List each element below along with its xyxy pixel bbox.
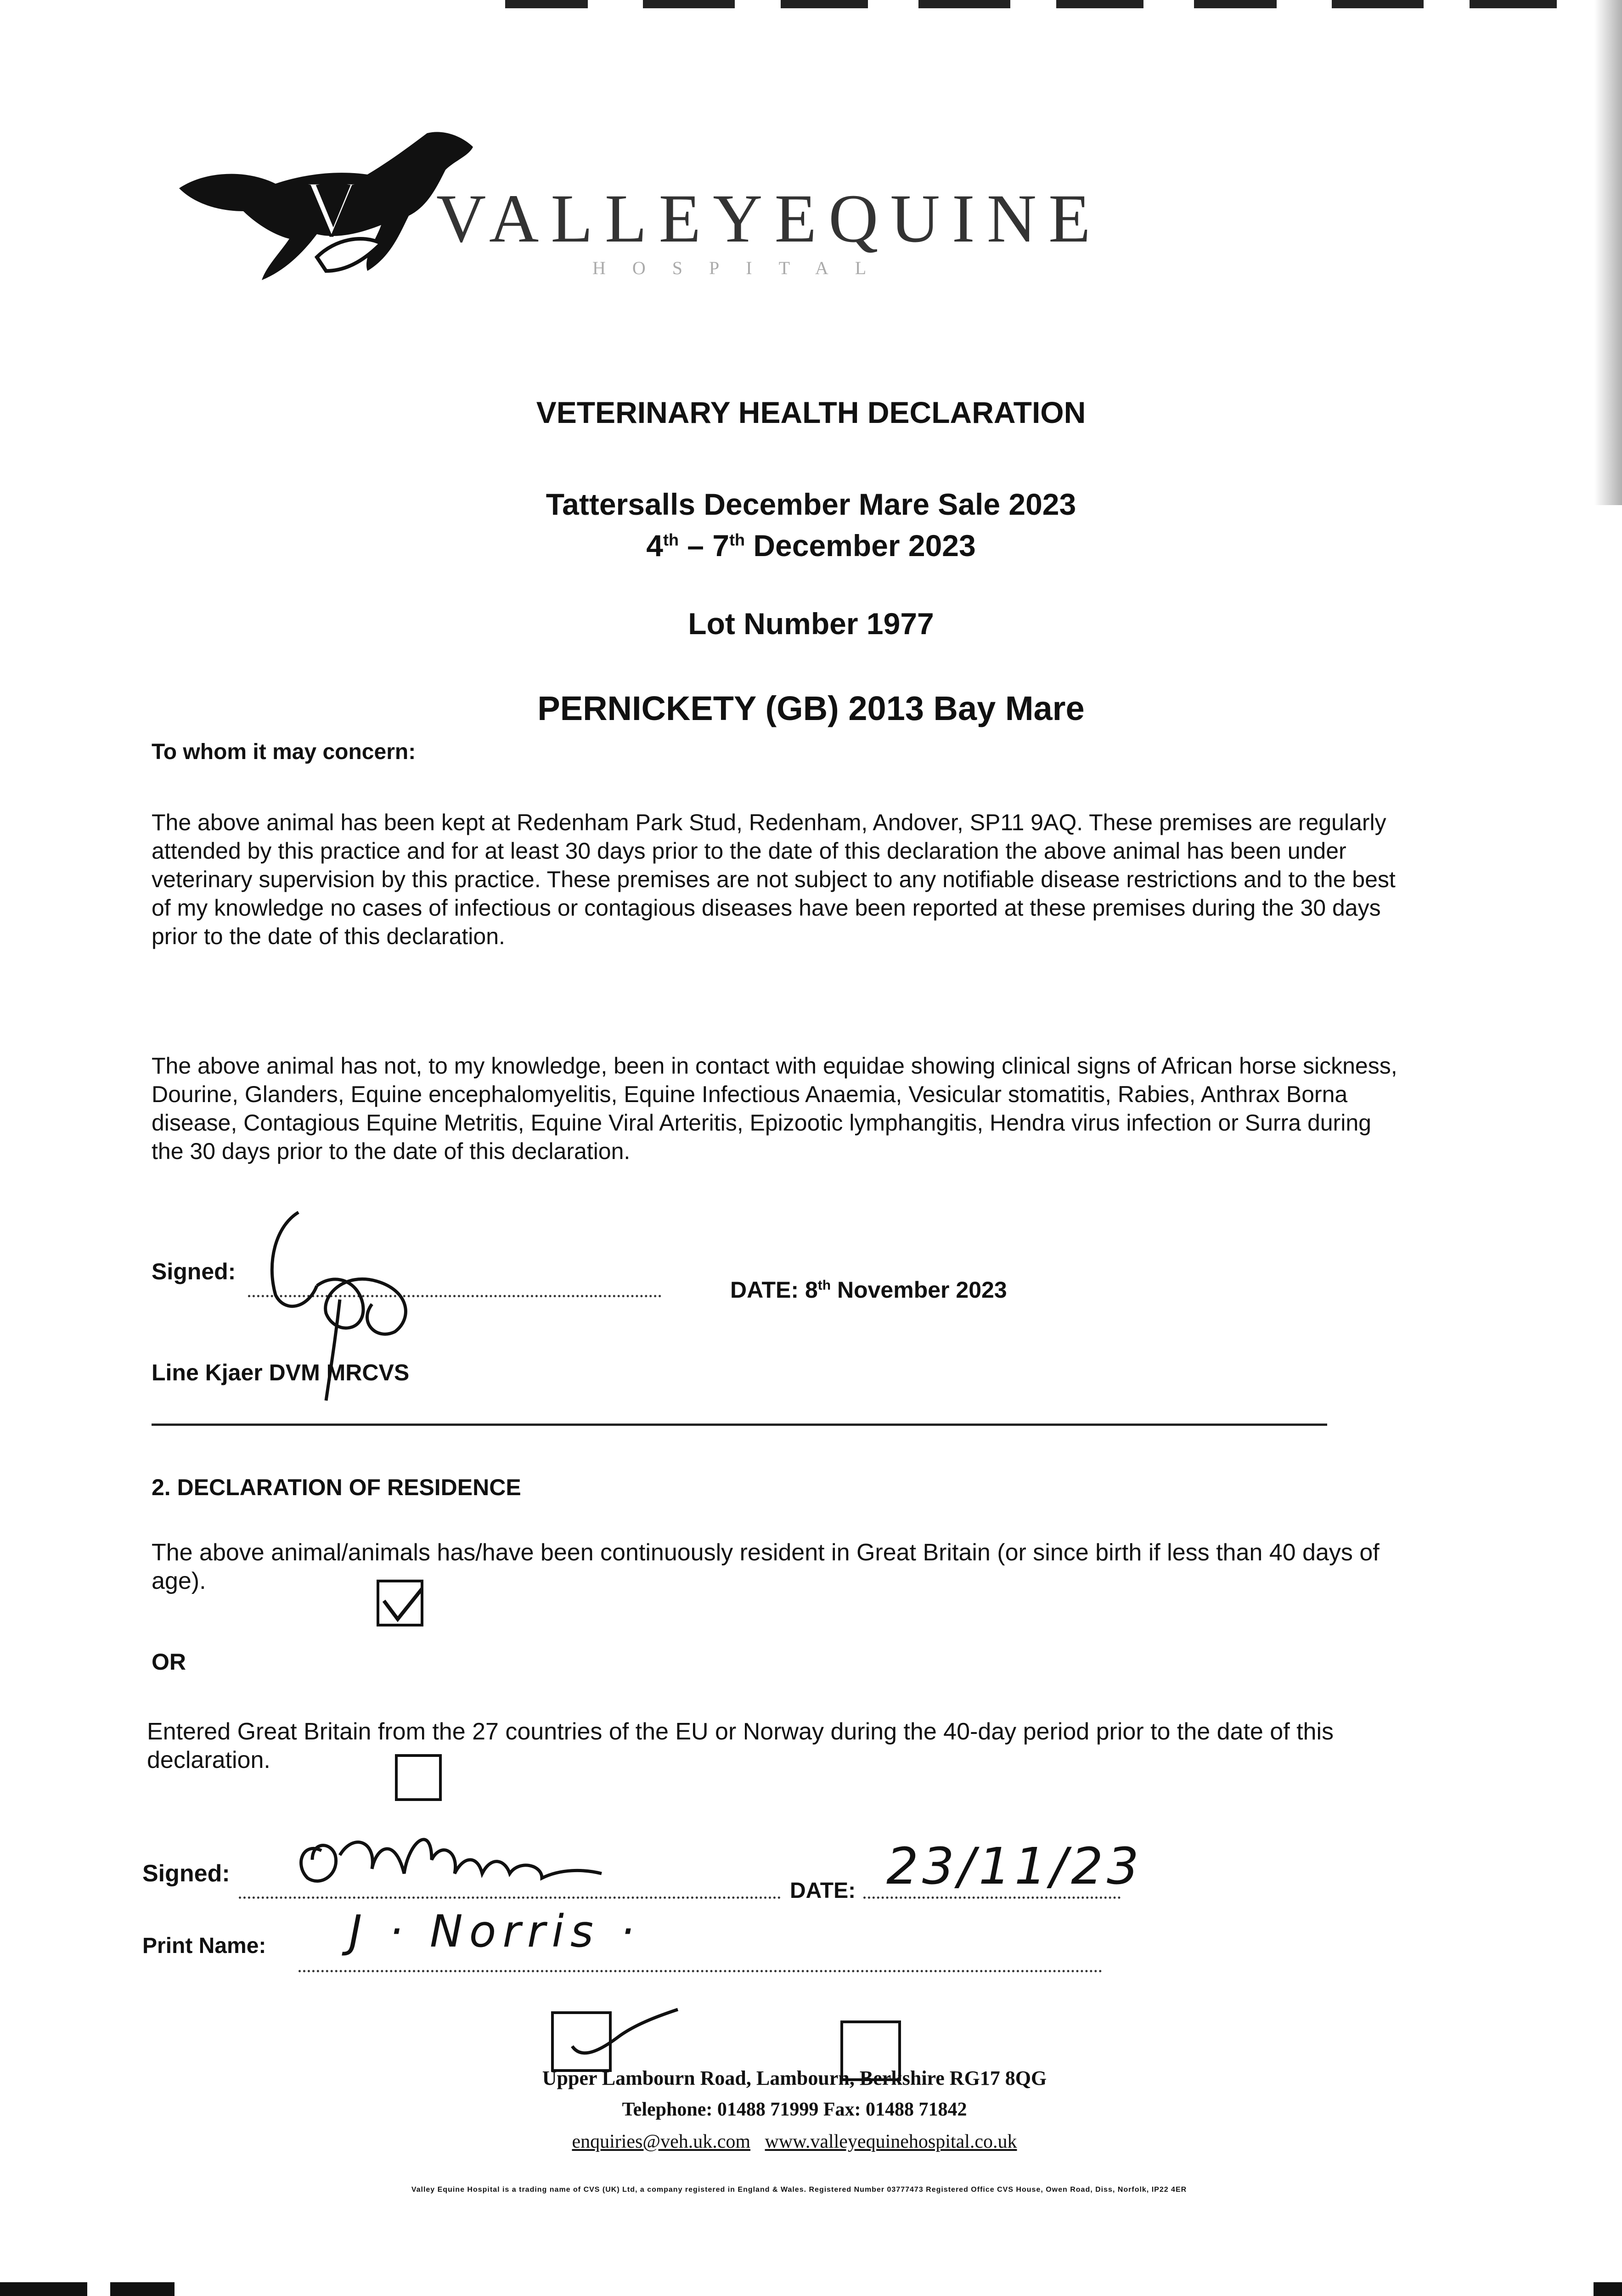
vet-date: DATE: 8th November 2023 [730,1277,1007,1303]
footer-contacts [496,2131,1093,2153]
scan-bottom-marks [0,2280,1622,2296]
signed-label-2: Signed: [142,1860,230,1887]
section-divider [152,1424,1327,1426]
sale-name: Tattersalls December Mare Sale 2023 [546,487,1076,521]
lot-number: Lot Number 1977 [688,607,934,641]
print-name-label: Print Name: [142,1934,266,1958]
footer-checkbox-left[interactable] [551,2011,612,2072]
print-name-line [298,1970,1102,1972]
salutation: To whom it may concern: [152,740,416,764]
checkmark-icon [379,1582,421,1624]
footer-fine-print: Valley Equine Hospital is a trading name of CVS (UK) Ltd, a company registered in England & Wales. Registered Number 03777473 Registered Office CVS House, Owen Road, Diss, Norfolk, IP22 4ER [411,2186,1187,2194]
footer-website-link[interactable]: www.valleyequinehospital.co.uk [765,2131,1017,2152]
svg-text:V: V [303,165,360,251]
horse-logo-icon [152,119,482,285]
document-title: VETERINARY HEALTH DECLARATION [536,395,1086,429]
date-line-2 [863,1896,1121,1899]
scan-top-marks [505,0,1621,16]
footer-phone: Telephone: 01488 71999 Fax: 01488 71842 [622,2099,967,2120]
residence-option-1-text: The above animal/animals has/have been continuously resident in Great Britain (or since birth if less than 40 days of age). [152,1539,1380,1594]
signed-label-1: Signed: [152,1259,236,1284]
owner-date-label: DATE: [790,1879,856,1903]
checkmark-icon [554,2014,614,2074]
or-label: OR [152,1649,186,1675]
vet-name: Line Kjaer DVM MRCVS [152,1360,410,1385]
residence-option-2-checkbox[interactable] [395,1754,442,1801]
paragraph-contact: The above animal has not, to my knowledge, been in contact with equidae showing clinical signs of African horse sickness, Dourine, Glanders, Equine encephalomyelitis, Equine Infectious Anaemia, Vesicular stomatitis, Rabies, Anthrax Borna disease, Contagious Equine Metritis, Equine Viral Arteritis, Epizootic lymphangitis, Hendra virus infection or Surra during the 30 days prior to the date of this declaration. [152,1053,1397,1164]
residence-heading: 2. DECLARATION OF RESIDENCE [152,1474,521,1500]
logo-subtext: HOSPITAL [592,258,893,278]
residence-option-1-checkbox[interactable] [377,1580,423,1626]
logo-text: VALLEYEQUINE [436,180,1103,257]
owner-signature [285,1814,698,1906]
logo [152,119,1103,294]
footer-email-link[interactable]: enquiries@veh.uk.com [572,2131,751,2152]
sale-dates: 4th – 7th December 2023 [646,529,976,563]
paragraph-premises: The above animal has been kept at Redenham Park Stud, Redenham, Andover, SP11 9AQ. These premises are regularly attended by this practice and for at least 30 days prior to the date of this declaration the above animal has been under veterinary supervision by this practice. These premises are not subject to any notifiable disease restrictions and to the best of my knowledge no cases of infectious or contagious diseases have been reported at these premises during the 30 days prior to the date of this declaration. [152,810,1396,949]
print-name-value: J · Norris · [349,1906,641,1957]
footer-address: Upper Lambourn Road, Lambourn, Berkshire RG17 8QG [542,2067,1047,2089]
owner-date-value: 23/11/23 [886,1837,1143,1896]
residence-option-2-text: Entered Great Britain from the 27 countries of the EU or Norway during the 40-day period prior to the date of this declaration. [147,1718,1334,1773]
horse-name: PERNICKETY (GB) 2013 Bay Mare [537,689,1085,727]
